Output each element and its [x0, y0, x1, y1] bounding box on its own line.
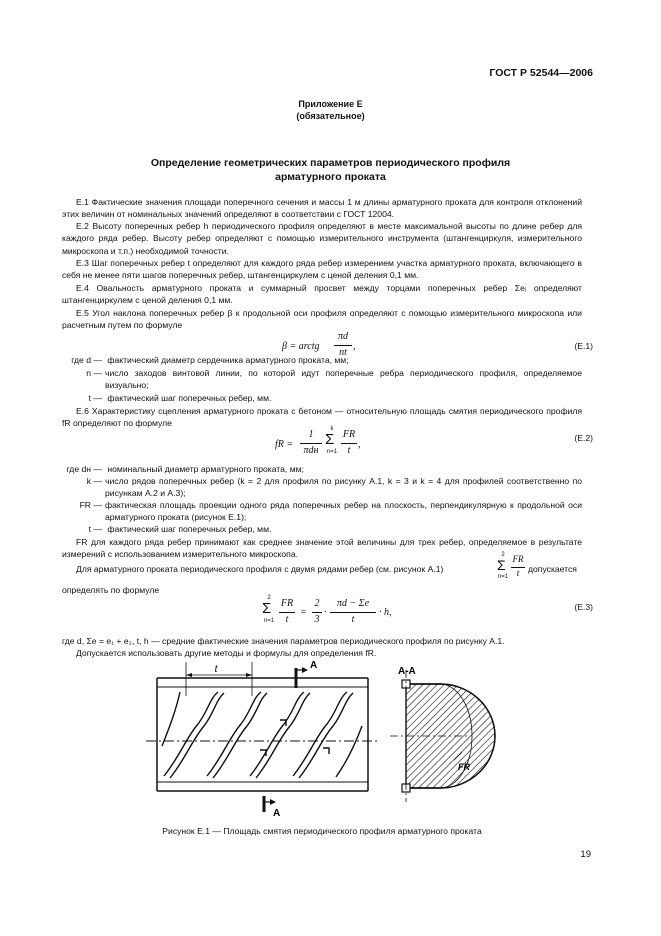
page-number: 19: [580, 849, 591, 860]
paragraph-e4: Е.4 Овальность арматурного проката и суммарный просвет между торцами поперечных ребер Σeᵢ определяют штангенциркулем с ценой деления 0,1 мм.: [62, 283, 582, 306]
paragraph-e2: Е.2 Высоту поперечных ребер h периодического профиля определяют в месте максимальной высоты по длине ребер для каждого ряда ребер. Высоту ребер определяют с помощью измерительного инструмента (штангенциркуля, измерительного микроскопа и т.п.) необходимой точности.: [62, 221, 582, 256]
paragraph-e5: Е.5 Угол наклона поперечных ребер β к продольной оси профиля определяют с помощью измерительного микроскопа или расчетным путем по формуле: [62, 308, 582, 331]
definition-t2: t — фактический шаг поперечных ребер, мм.: [88, 524, 272, 534]
equation-e2: fR = 1 πdн k Σ n=1 FR t ,: [275, 426, 361, 456]
equation-e1: β = arctg πd nt ,: [282, 331, 356, 358]
paragraph-two-rows-a: Для арматурного проката периодического профиля с двумя рядами ребер (см. рисунок А.1): [76, 564, 444, 574]
paragraph-two-rows-b: допускается: [528, 564, 577, 574]
label-a-top: A: [310, 660, 318, 671]
section-title-line-2: арматурного проката: [275, 171, 386, 183]
paragraph-two-rows-c: определять по формуле: [62, 585, 160, 595]
rebar-side-view: [146, 662, 380, 812]
label-t: t: [214, 664, 218, 675]
paragraph-fr-note: FR для каждого ряда ребер принимают как среднее значение этой величины для трех ребер, определяемое в результате измерений с использованием измерительного микроскопа.: [62, 537, 582, 560]
equation-e3-number: (Е.3): [574, 602, 593, 612]
equation-e2-number: (Е.2): [574, 433, 593, 443]
figure-caption: Рисунок Е.1 — Площадь смятия периодического профиля арматурного проката: [162, 826, 482, 836]
inline-sum: 2 Σ n=1 FR t: [497, 552, 524, 580]
annex-status: (обязательное): [296, 111, 365, 121]
label-a-bottom: A: [273, 808, 281, 816]
paragraph-where3: где d, Σe = e₁ + e₂, t, h — средние фактические значения параметров периодического профиля по рисунку А.1.: [62, 636, 505, 646]
paragraph-other-methods: Допускается использовать другие методы и формулы для определения fR.: [76, 648, 377, 658]
definition-t: t — фактический шаг поперечных ребер, мм.: [88, 393, 272, 403]
label-section-a-a: А-А: [398, 666, 416, 677]
definition-d: где d — фактический диаметр сердечника арматурного проката, мм;: [71, 355, 349, 365]
section-title-line-1: Определение геометрических параметров периодического профиля: [150, 157, 511, 169]
paragraph-e6: Е.6 Характеристику сцепления арматурного проката с бетоном — относительную площадь смятия периодического профиля fR определяют по формуле: [62, 406, 582, 429]
section-a-a: [390, 670, 495, 802]
annex-title: Приложение Е: [298, 99, 363, 109]
equation-e1-number: (Е.1): [574, 341, 593, 351]
paragraph-e1: Е.1 Фактические значения площади поперечного сечения и массы 1 м длины арматурного проката для контроля отклонений этих величин от номинальных значений определяют в соответствии с ГОСТ 12004.: [62, 197, 582, 220]
definition-dn: где dн — номинальный диаметр арматурного проката, мм;: [66, 464, 304, 474]
paragraph-e3: Е.3 Шаг поперечных ребер t определяют для каждого ряда ребер измерением участка арматурного проката, включающего в себя не менее пяти шагов поперечных ребер, штангенциркулем с ценой деления 0,1 мм.: [62, 258, 582, 281]
figure-e1: [140, 656, 500, 816]
equation-e3: 2 Σ n=1 FR t = 2 3 · πd − Σe t · h,: [262, 595, 392, 625]
label-fr: FR: [458, 762, 470, 772]
document-code: ГОСТ Р 52544—2006: [489, 67, 593, 79]
